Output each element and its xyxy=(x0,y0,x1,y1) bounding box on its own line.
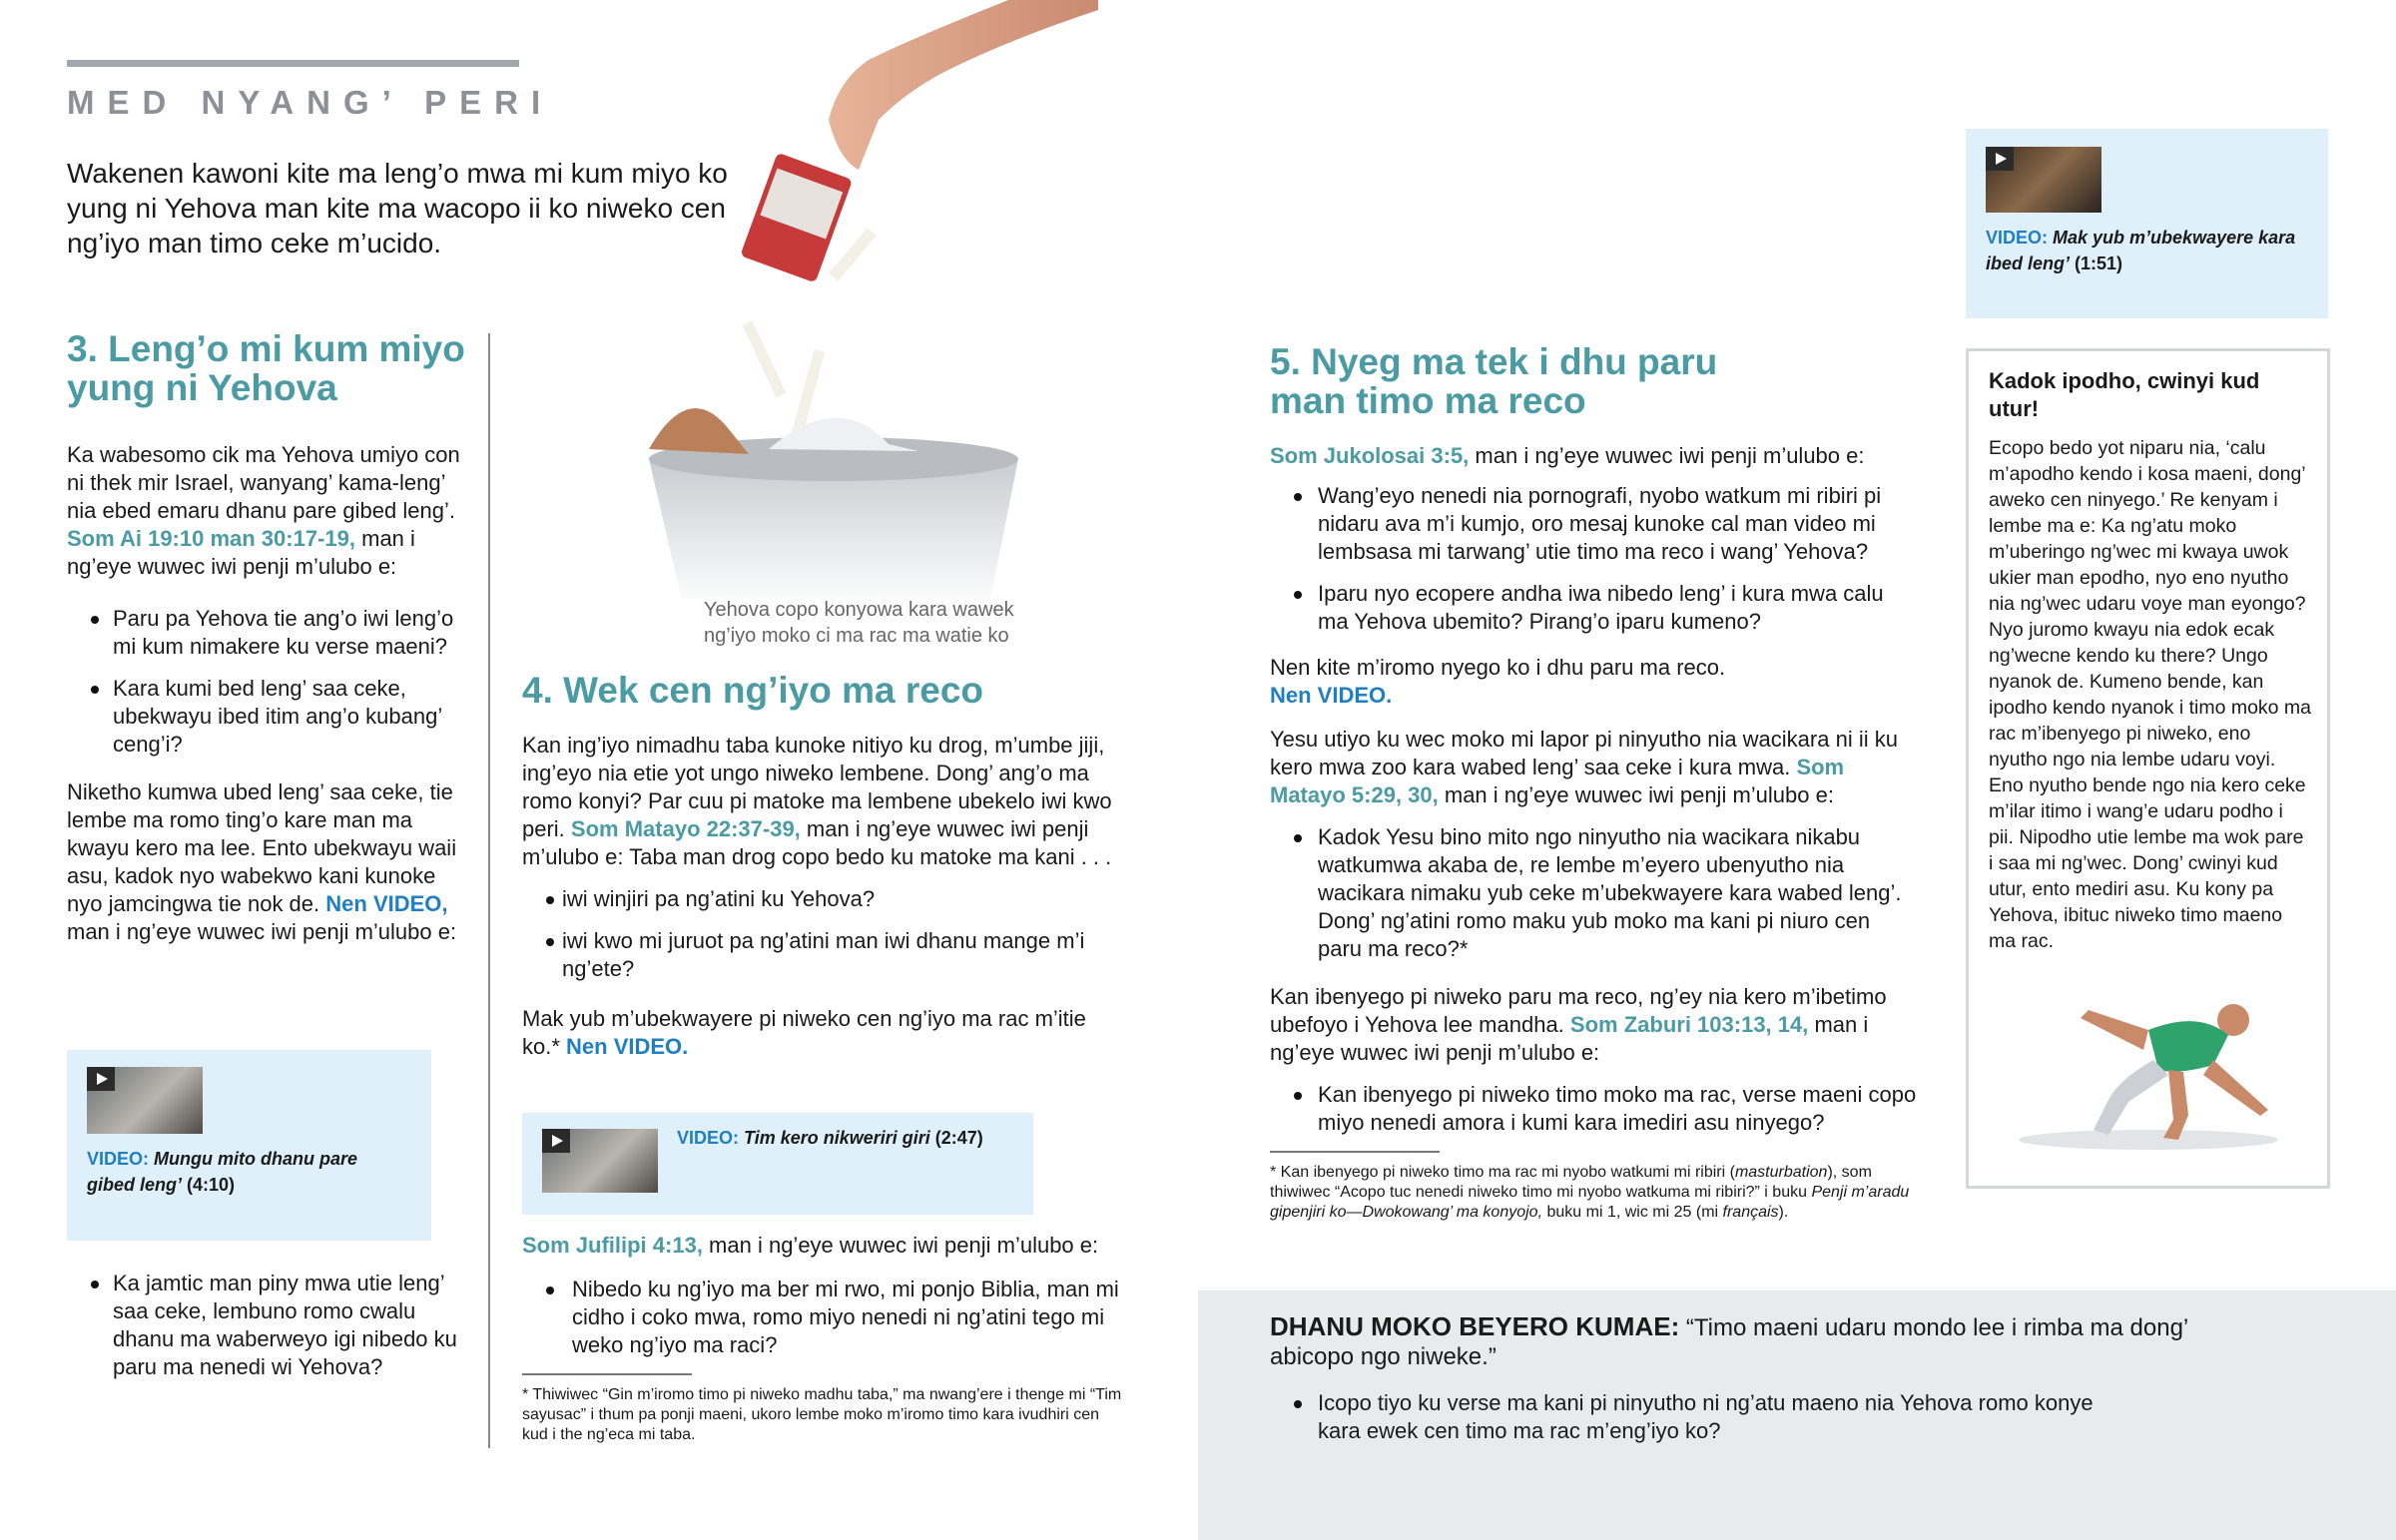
section-5-heading: 5. Nyeg ma tek i dhu paru man timo ma reco xyxy=(1270,341,1718,421)
question-item: Nibedo ku ng’iyo ma ber mi rwo, mi ponjo Biblia, man mi cidho i coko mwa, romo miyo nenedi ni ng’atini tego mi weko ng’iyo ma raci? xyxy=(522,1276,1126,1359)
section-5-paragraph xyxy=(1270,654,1919,710)
scripture-link[interactable]: Som Matayo 22:37-39, xyxy=(570,816,801,841)
play-icon[interactable] xyxy=(542,1129,570,1153)
scripture-link[interactable]: Som Ai 19:10 man 30:17-19, xyxy=(67,526,355,551)
runner-illustration xyxy=(1999,990,2298,1160)
footnote-italic: Penji m’aradu gipenjiri ko—Dwokowang’ ma konyojo, xyxy=(1270,1184,1910,1221)
paragraph-text: Kan ing’iyo nimadhu taba kunoke nitiyo ku drog, m’umbe jiji, ing’eyo nia etie yot ungo niweko lembene. Dong’ ang’o ma romo konyi? Par cuu pi matoke ma lembene ubekelo iwi kwo peri. xyxy=(522,733,1112,841)
paragraph-text: man i ng’eye wuwec iwi penji m’ulubo e: Taba man drog copo bedo ku matoke ma kani . . . xyxy=(522,816,1112,869)
video-duration: (1:51) xyxy=(2075,254,2123,273)
question-item: Ka jamtic man piny mwa utie leng’ saa ceke, lembuno romo cwalu dhanu ma waberweyo igi nibedo ku paru ma nenedi wi Yehova? xyxy=(67,1270,466,1381)
video-thumbnail[interactable] xyxy=(542,1129,658,1193)
paragraph-text: man i ng’eye wuwec iwi penji m’ulubo e: xyxy=(1438,782,1834,807)
paragraph-text: Mak yub m’ubekwayere pi niweko cen ng’iyo ma rac m’itie ko.* xyxy=(522,1006,1086,1059)
footnote-rule xyxy=(522,1373,692,1375)
question-item: iwi kwo mi juruot pa ng’atini man iwi dhanu mange m’i ng’ete? xyxy=(522,927,1126,983)
paragraph-text: man i ng’eye wuwec iwi penji m’ulubo e: xyxy=(67,919,457,944)
question-item: Kara kumi bed leng’ saa ceke, ubekwayu ibed itim ang’o kubang’ ceng’i? xyxy=(67,675,466,759)
paragraph-text: Kan ibenyego pi niweko paru ma reco, ng’ey nia kero m’ibetimo ubefoyo i Yehova lee mandha. xyxy=(1270,984,1887,1037)
illustration-caption: Yehova copo konyowa kara wawek ng’iyo moko ci ma rac ma watie ko xyxy=(704,599,1014,647)
cigarette-pack-icon xyxy=(740,153,853,283)
intro-text: Wakenen kawoni kite ma leng’o mwa mi kum miyo ko yung ni Yehova man kite ma wacopo ii ko niweko cen ng’iyo man timo ceke m’ucido. xyxy=(67,158,728,258)
section-4 xyxy=(522,671,1126,1061)
hand-icon xyxy=(829,0,1098,170)
footnote-text: ). xyxy=(1778,1204,1789,1221)
section-4-heading: 4. Wek cen ng’iyo ma reco xyxy=(522,670,983,711)
section-kicker: MED NYANG’ PERI xyxy=(67,84,554,121)
video-label: VIDEO: xyxy=(677,1128,740,1148)
scripture-link[interactable]: Som Zaburi 103:13, 14, xyxy=(1569,1012,1809,1037)
question-item: iwi winjiri pa ng’atini ku Yehova? xyxy=(522,885,1126,913)
video-box[interactable] xyxy=(67,1050,431,1241)
paragraph-text: man i ng’eye wuwec iwi penji m’ulubo e: xyxy=(1469,443,1865,468)
video-title[interactable]: Tim kero nikweriri giri xyxy=(744,1128,930,1148)
video-duration: (4:10) xyxy=(187,1175,236,1195)
video-caption xyxy=(87,1146,386,1198)
video-caption xyxy=(677,1125,1016,1151)
video-caption xyxy=(1986,225,2315,276)
sidebar-title: Kadok ipodho, cwinyi kud utur! xyxy=(1989,368,2260,421)
paragraph-text: man i ng’eye wuwec iwi penji m’ulubo e: xyxy=(1270,1012,1869,1065)
video-link[interactable]: Nen VIDEO. xyxy=(566,1034,689,1059)
section-5-paragraph xyxy=(1270,726,1919,809)
video-label: VIDEO: xyxy=(1986,228,2049,248)
question-item: Wang’eyo nenedi nia pornografi, nyobo watkum mi ribiri pi nidaru ava m’i kumjo, oro mesaj kunoke cal man video mi lembsasa mi tarwang’ utie timo ma reco i wang’ Yehova? xyxy=(1270,482,1919,566)
trash-can-illustration xyxy=(589,0,1108,599)
paragraph-text: Niketho kumwa ubed leng’ saa ceke, tie lembe ma romo ting’o kare man ma kwayu kero ma lee. Ento ubekwayu waii asu, kadok nyo wabekwo kani kunoke nyo jamcingwa tie nok de. xyxy=(67,779,457,916)
section-4-paragraph xyxy=(522,732,1126,871)
objection-label: DHANU MOKO BEYERO KUMAE: xyxy=(1270,1311,1680,1341)
footnote-rule xyxy=(1270,1151,1440,1153)
paragraph-text: man i ng’eye wuwec iwi penji m’ulubo e: xyxy=(702,1233,1099,1258)
section-4-paragraph xyxy=(522,1232,1126,1260)
header-rule xyxy=(67,60,519,67)
question-item: Paru pa Yehova tie ang’o iwi leng’o mi kum nimakere ku verse maeni? xyxy=(67,605,466,661)
video-title[interactable]: Mak yub m’ubekwayere kara ibed leng’ xyxy=(1986,228,2296,273)
footnote-text: * Kan ibenyego pi niweko timo ma rac mi nyobo watkumi mi ribiri ( xyxy=(1270,1164,1735,1181)
cigarette-icon xyxy=(829,228,877,281)
paragraph-text: man i ng’eye wuwec iwi penji m’ulubo e: xyxy=(67,526,415,579)
section-3-paragraph xyxy=(67,778,466,946)
video-duration: (2:47) xyxy=(934,1128,983,1148)
paragraph-text: Nen kite m’iromo nyego ko i dhu paru ma reco. xyxy=(1270,655,1726,680)
footnote-italic: masturbation xyxy=(1734,1164,1828,1181)
play-icon[interactable] xyxy=(87,1067,115,1091)
paragraph-text: Yesu utiyo ku wec moko mi lapor pi ninyutho nia wacikara ni ii ku kero mwa zoo kara wabed leng’ saa ceke i kura mwa. xyxy=(1270,727,1898,779)
video-thumbnail[interactable] xyxy=(1986,147,2101,213)
question-item: Kan ibenyego pi niweko timo moko ma rac, verse maeni copo miyo nenedi amora i kumi kara imediri asu ninyego? xyxy=(1270,1081,1919,1137)
footnote-text: ), som thiwiwec “Acopo tuc nenedi niweko timo mi nyobo watkuma mi ribiri?” i buku xyxy=(1270,1164,1872,1201)
video-thumbnail[interactable] xyxy=(87,1067,203,1134)
section-3 xyxy=(67,329,466,946)
scripture-link[interactable]: Som Jukolosai 3:5, xyxy=(1270,443,1470,468)
footnote-text: buku mi 1, wic mi 25 (mi xyxy=(1542,1204,1723,1221)
sidebar-text: Ecopo bedo yot niparu nia, ‘calu m’apodho kendo i kosa maeni, dong’ aweko cen ninyego.’ Re kenyam i lembe ma e: Ka ng’atu moko m’uberingo ng’wec mi kwaya uwok ukier man epodho, nyo eno nyutho nia ng’wec udaru voye man eyongo? Nyo juromo kwayu nia edok ecak ng’wecne kendo ku there? Ungo nyanok de. Kumeno bende, kan ipodho kendo nyanok i timo moko ma rac m’ibenyego pi niweko, eno nyutho ngo nia lembe udaru voyi. Eno nyutho bende ngo nia kero ceke m’ilar itimo i wang’e udaru podho i pii. Nipodho utie lembe ma wok pare i saa mi ng’wec. Dong’ cwinyi kud utur, ento mediri asu. Ku kony pa Yehova, ibituc niweko timo maeno ma rac. xyxy=(1989,437,2312,952)
footnote xyxy=(1270,1163,1919,1223)
video-link[interactable]: Nen VIDEO. xyxy=(1270,683,1393,708)
section-4-paragraph xyxy=(522,1005,1126,1061)
video-title[interactable]: Mungu mito dhanu pare gibed leng’ xyxy=(87,1149,358,1195)
objection-text xyxy=(1270,1312,2268,1371)
play-icon[interactable] xyxy=(1986,147,2014,171)
video-link[interactable]: Nen VIDEO, xyxy=(325,891,448,916)
section-3-paragraph xyxy=(67,441,466,581)
sidebar-box xyxy=(1966,348,2330,1189)
question-item: Iparu nyo ecopere andha iwa nibedo leng’ i kura mwa calu ma Yehova ubemito? Pirang’o iparu kumeno? xyxy=(1270,580,1919,636)
objection-quote: “Timo maeni udaru mondo lee i rimba ma dong’ abicopo ngo niweke.” xyxy=(1270,1314,2188,1370)
video-box[interactable] xyxy=(1966,129,2328,318)
question-item: Kadok Yesu bino mito ngo ninyutho nia wacikara nikabu watkumwa akaba de, re lembe m’eyero ubenyutho nia wacikara nimaku yub ceke m’ubekwayere kara wabed leng’. Dong’ ng’atini romo maku yub moko ma kani pi niuro cen paru ma reco?* xyxy=(1270,823,1919,963)
objection-section xyxy=(1270,1312,2268,1459)
scripture-link[interactable]: Som Matayo 5:29, 30, xyxy=(1270,755,1845,807)
paragraph-text: Ka wabesomo cik ma Yehova umiyo con ni thek mir Israel, wanyang’ kama-leng’ nia ebed emaru dhanu pare gibed leng’. xyxy=(67,442,460,523)
section-5-paragraph xyxy=(1270,983,1919,1067)
video-label: VIDEO: xyxy=(87,1149,150,1169)
column-divider xyxy=(488,333,490,1448)
video-box[interactable] xyxy=(522,1113,1033,1215)
cigarette-icon xyxy=(743,320,787,397)
section-3-heading: 3. Leng’o mi kum miyo yung ni Yehova xyxy=(67,328,465,408)
section-5 xyxy=(1270,342,1919,1223)
section-4-continued xyxy=(522,1232,1126,1445)
section-5-paragraph xyxy=(1270,442,1919,470)
footnote-italic: français xyxy=(1722,1204,1779,1221)
footnote: * Thiwiwec “Gin m’iromo timo pi niweko madhu taba,” ma nwang’ere i thenge mi “Tim sayusac” i thum pa ponji maeni, ukoro lembe moko m’iromo timo kara ivudhiri cen kud i the ng’eca mi taba. xyxy=(522,1386,1122,1443)
scripture-link[interactable]: Som Jufilipi 4:13, xyxy=(522,1233,703,1258)
question-item: Icopo tiyo ku verse ma kani pi ninyutho ni ng’atu maeno nia Yehova romo konye kara ewek cen timo ma rac m’eng’iyo ko? xyxy=(1270,1389,2108,1445)
